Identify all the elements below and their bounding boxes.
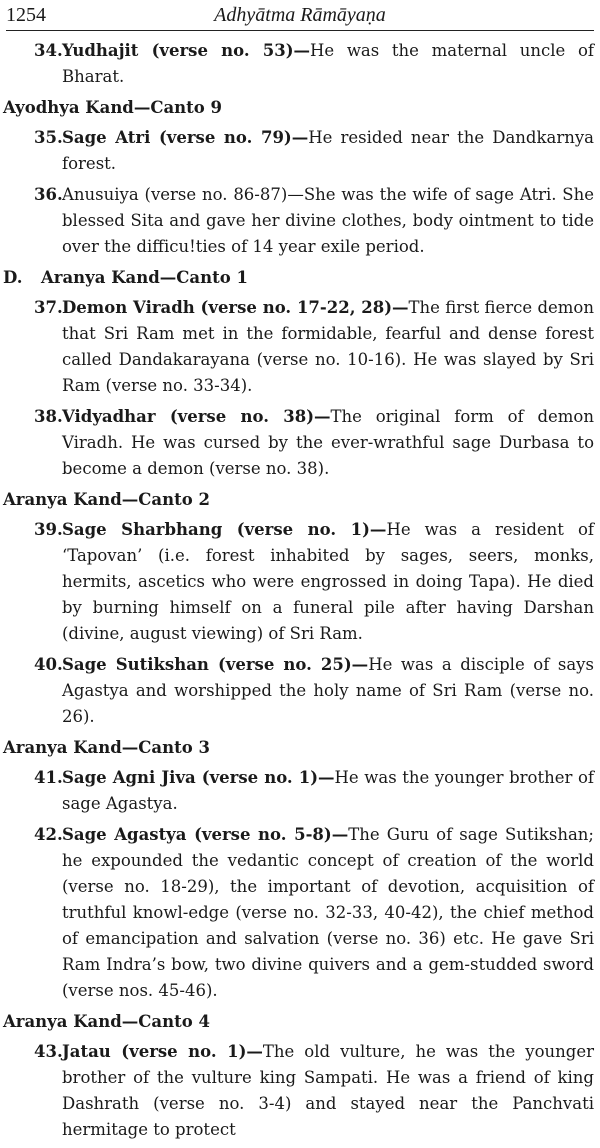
section-heading (0, 735, 600, 761)
entry-text: He was the younger brother of sage Agastya. (62, 768, 595, 813)
entry-text: Anusuiya (verse no. 86-87)—She was the wife of sage Atri. She blessed Sita and gave her divine clothes, body ointment to tide over the difficu!ties of 14 year exile period. (62, 185, 594, 256)
entry-text: The original form of demon Viradh. He was cursed by the ever-wrathful sage Durbasa to become a demon (verse no. 38). (62, 407, 594, 478)
section-title: Aranya Kand—Canto 2 (3, 490, 210, 509)
entry-item (0, 182, 600, 260)
section-heading (0, 95, 600, 121)
entry-item (0, 295, 600, 399)
entry-number: 34. (34, 41, 63, 60)
entry-lead: Sage Atri (verse no. 79)— (62, 128, 309, 147)
running-title: Adhyātma Rāmāyaṇa (214, 4, 386, 26)
entry-item (0, 517, 600, 647)
entry-text: The first fierce demon that Sri Ram met in the formidable, fearful and dense forest called Dandakarayana (verse no. 10-16). He was slayed by Sri Ram (verse no. 33-34). (62, 298, 594, 395)
section-title: Aranya Kand—Canto 4 (3, 1012, 210, 1031)
entry-text: He was a resident of ‘Tapovan’ (i.e. forest inhabited by sages, seers, monks, hermits, ascetics who were engrossed in doing Tapa). He died by burning himself on a funeral pile after having Darshan (divine, august viewing) of Sri Ram. (62, 520, 594, 643)
entry-number: 43. (34, 1042, 63, 1061)
entry-number: 42. (34, 825, 63, 844)
section-heading (0, 265, 600, 291)
section-heading (0, 1009, 600, 1035)
entry-lead: Sage Sutikshan (verse no. 25)— (62, 655, 369, 674)
entry-text: He was a disciple of says Agastya and worshipped the holy name of Sri Ram (verse no. 26). (62, 655, 594, 726)
page-number: 1254 (6, 4, 46, 26)
entry-item (0, 822, 600, 1004)
entry-number: 37. (34, 298, 63, 317)
entry-text: The old vulture, he was the younger brother of the vulture king Sampati. He was a friend of king Dashrath (verse no. 3-4) and stayed near the Panchvati hermitage to protect (62, 1042, 594, 1139)
entry-number: 35. (34, 128, 63, 147)
entry-item (0, 1039, 600, 1143)
entry-number: 40. (34, 655, 63, 674)
entry-item (0, 765, 600, 817)
page-body (0, 38, 600, 1148)
section-title: Ayodhya Kand—Canto 9 (3, 98, 223, 117)
entry-text: He was the maternal uncle of Bharat. (62, 41, 594, 86)
entry-number: 39. (34, 520, 63, 539)
entry-lead: Sage Sharbhang (verse no. 1)— (62, 520, 387, 539)
entry-lead: Sage Agastya (verse no. 5-8)— (62, 825, 349, 844)
entry-item (0, 652, 600, 730)
entry-number: 38. (34, 407, 63, 426)
entry-lead: Yudhajit (verse no. 53)— (62, 41, 310, 60)
entry-item (0, 125, 600, 177)
entry-item (0, 38, 600, 90)
section-letter: D. (3, 268, 23, 287)
entry-lead: Sage Agni Jiva (verse no. 1)— (62, 768, 335, 787)
entry-text: He resided near the Dandkarnya forest. (62, 128, 595, 173)
entry-item (0, 404, 600, 482)
section-title: Aranya Kand—Canto 1 (41, 268, 248, 287)
entry-text: The Guru of sage Sutikshan; he expounded the vedantic concept of creation of the world (verse no. 18-29), the important of devotion, acquisition of truthful knowl-edge (verse no. 32-33, 40-42), the chief method of emancipation and salvation (verse no. 36) etc. He gave Sri Ram Indra’s bow, two divine quivers and a gem-studded sword (verse nos. 45-46). (62, 825, 594, 1000)
section-title: Aranya Kand—Canto 3 (3, 738, 210, 757)
section-heading (0, 487, 600, 513)
entry-number: 41. (34, 768, 63, 787)
entry-lead: Vidyadhar (verse no. 38)— (62, 407, 331, 426)
entry-lead: Demon Viradh (verse no. 17-22, 28)— (62, 298, 409, 317)
entry-number: 36. (34, 185, 63, 204)
entry-lead: Jatau (verse no. 1)— (62, 1042, 263, 1061)
page-header (6, 4, 594, 31)
